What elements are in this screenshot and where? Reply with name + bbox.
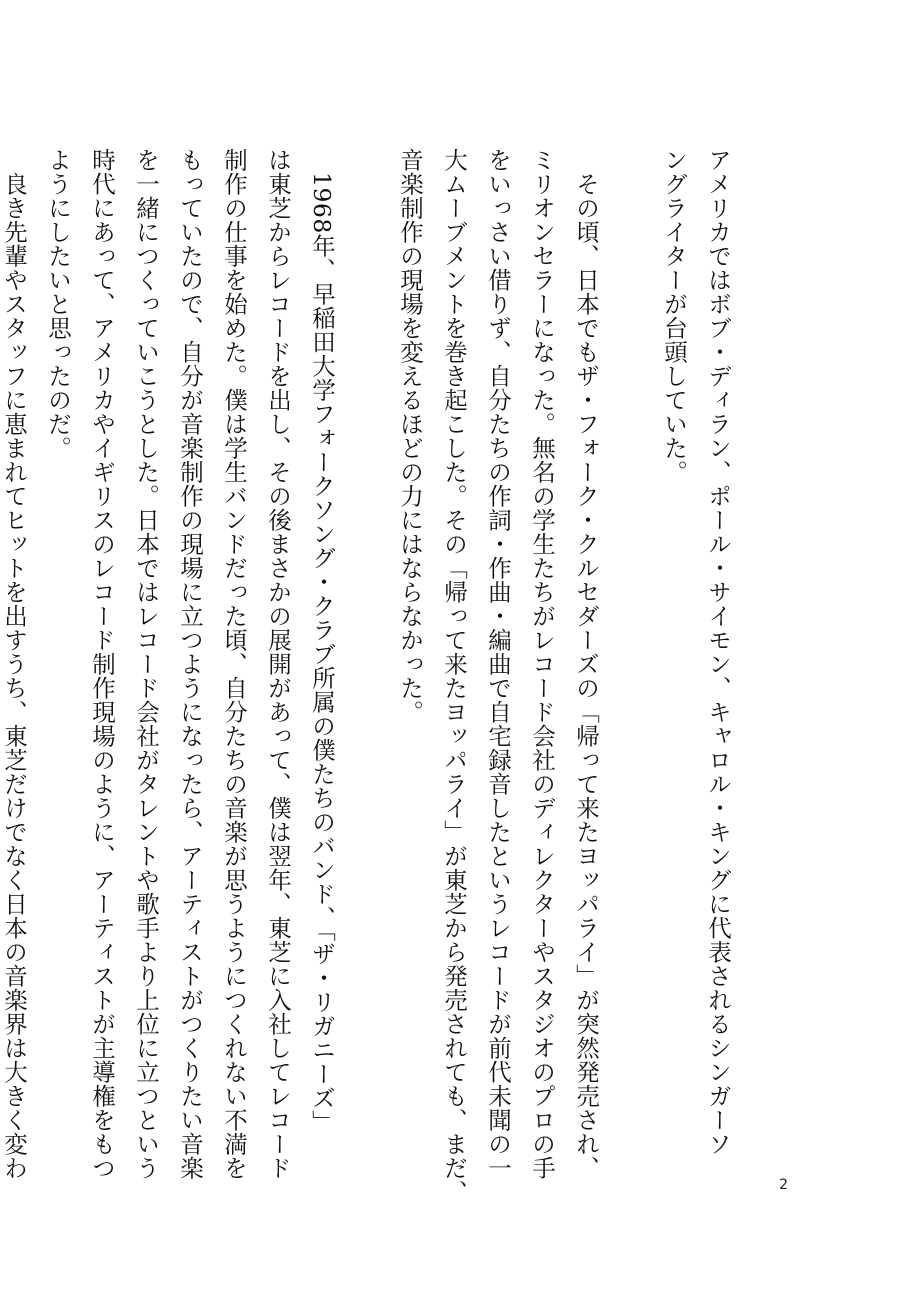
paragraph-good-seniors: 良き先輩やスタッフに恵まれてヒットを出すうち、東芝だけでなく日本の音楽界は大きく変わ	[0, 172, 28, 1180]
paragraph-folk-crusaders: その頃、日本でもザ・フォーク・クルセダーズの「帰って来たヨッパライ」が突然発売され、 ミリオンセラーになった。無名の学生たちがレコード会社のディレクターやスタジオのプロの手 をいっさい借りず、自分たちの作詞・作曲・編曲で自宅録音したというレコードが前代未聞の一 大ムーブメントを巻き起こした。その「帰って来たヨッパライ」が東芝から発売されても、まだ、 音楽制作の現場を変えるほどの力にはならなかった。	[396, 148, 600, 1204]
paragraph-gap	[608, 148, 652, 1148]
paragraph-american-songwriters: アメリカではボブ・ディラン、ポール・サイモン、キャロル・キングに代表されるシンガーソ ングライターが台頭していた。	[660, 148, 732, 1156]
page-number: 2	[779, 1177, 788, 1193]
paragraph-gap	[344, 148, 388, 1148]
paragraph-1968-liganies: 1968年、早稲田大学フォークソング・クラブ所属の僕たちのバンド、「ザ・リガニーズ」 は東芝からレコードを出し、その後まさかの展開があって、僕は翌年、東芝に入社してレコード 制作の仕事を始めた。僕は学生バンドだった頃、自分たちの音楽が思うようにつくれない不満を もっていたので、自分が音楽制作の現場に立つようになったら、アーティストがつくりたい音楽 を一緒につくっていこうとした。日本ではレコード会社がタレントや歌手より上位に立つという 時代にあって、アメリカやイギリスのレコード制作現場のように、アーティストが主導権をもつ ようにしたいと思ったのだ。	[44, 148, 336, 1180]
vertical-text-body	[0, 148, 740, 1204]
